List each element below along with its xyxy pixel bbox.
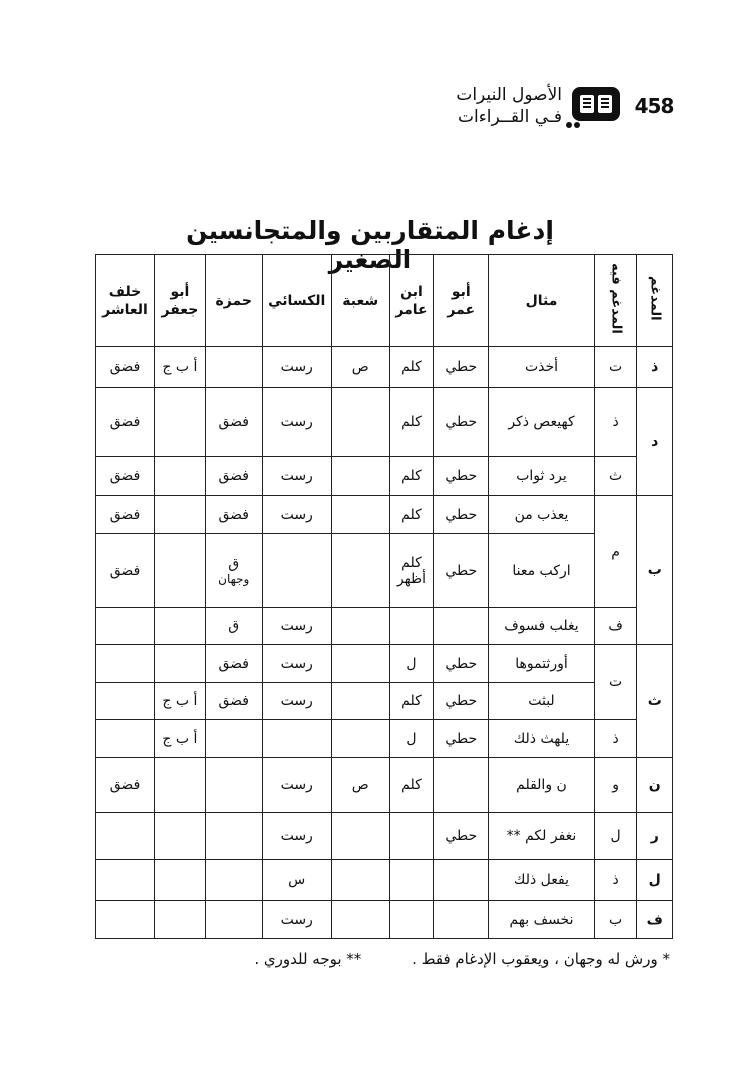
book-logo-icon [566, 84, 626, 130]
cell-letter: ل [637, 860, 673, 901]
cell-khalaf [96, 813, 155, 860]
cell-letter: ذ [637, 347, 673, 388]
cell-abu-amr [434, 758, 489, 813]
cell-khalaf: فضق [96, 347, 155, 388]
cell-abu-jafar [155, 388, 206, 457]
cell-hamza [205, 813, 262, 860]
cell-example: نخسف بهم [489, 901, 595, 939]
cell-letter: ب [637, 496, 673, 645]
page-number: 458 [634, 94, 674, 118]
cell-kisai: رست [262, 758, 331, 813]
cell-ibn-amir-line1: كلم [401, 554, 422, 571]
cell-abu-amr [434, 901, 489, 939]
cell-abu-amr: حطي [434, 347, 489, 388]
example-text: نغفر لكم [525, 828, 577, 844]
cell-shuba [331, 534, 389, 608]
book-title [420, 84, 562, 128]
cell-abu-amr [434, 608, 489, 645]
table-row [96, 496, 673, 534]
col-header: المدغم [637, 255, 673, 347]
cell-shuba: ص [331, 758, 389, 813]
cell-abu-jafar: أ ب ج [155, 720, 206, 758]
cell-into: ت [594, 645, 637, 720]
cell-example: أورثتموها [489, 645, 595, 683]
cell-hamza: ق [205, 608, 262, 645]
cell-abu-amr: حطي [434, 813, 489, 860]
cell-hamza [205, 347, 262, 388]
cell-kisai [262, 720, 331, 758]
cell-shuba [331, 496, 389, 534]
cell-ibn-amir-line2: أظهر [396, 570, 427, 587]
table-row [96, 683, 673, 720]
cell-example: اركب معنا [489, 534, 595, 608]
cell-example [489, 813, 595, 860]
cell-khalaf [96, 860, 155, 901]
table-row [96, 720, 673, 758]
cell-khalaf [96, 720, 155, 758]
idgham-table [95, 254, 673, 939]
table-row [96, 860, 673, 901]
cell-hamza [205, 860, 262, 901]
cell-khalaf [96, 901, 155, 939]
cell-ibn-amir: كلم [389, 457, 434, 496]
cell-example: أخذت [489, 347, 595, 388]
col-header: أبو جعفر [155, 255, 206, 347]
cell-shuba [331, 608, 389, 645]
cell-ibn-amir: ل [389, 720, 434, 758]
cell-shuba [331, 860, 389, 901]
book-title-line1: الأصول النيرات [456, 85, 562, 105]
cell-hamza: فضق [205, 496, 262, 534]
col-header: أبو عمر [434, 255, 489, 347]
table-row [96, 388, 673, 457]
footnote-2: ** بوجه للدوري . [254, 950, 362, 968]
table-row [96, 901, 673, 939]
cell-hamza: فضق [205, 645, 262, 683]
cell-ibn-amir: ل [389, 645, 434, 683]
table-row [96, 758, 673, 813]
cell-example: يلهث ذلك [489, 720, 595, 758]
col-header: المدغم فيه [594, 255, 637, 347]
cell-kisai: رست [262, 683, 331, 720]
col-header: حمزة [205, 255, 262, 347]
col-header: مثال [489, 255, 595, 347]
cell-into: ذ [594, 720, 637, 758]
cell-hamza-line2: وجهان [218, 571, 250, 586]
cell-hamza: فضق [205, 457, 262, 496]
col-header: شعبة [331, 255, 389, 347]
table-row [96, 813, 673, 860]
cell-kisai: رست [262, 457, 331, 496]
table-row [96, 347, 673, 388]
cell-example: لبثت [489, 683, 595, 720]
cell-abu-jafar [155, 901, 206, 939]
cell-abu-amr: حطي [434, 645, 489, 683]
cell-abu-amr: حطي [434, 388, 489, 457]
cell-ibn-amir: كلم [389, 758, 434, 813]
cell-letter: ث [637, 645, 673, 758]
cell-shuba [331, 457, 389, 496]
cell-abu-amr: حطي [434, 683, 489, 720]
cell-abu-jafar [155, 608, 206, 645]
book-title-line2: فـي القــراءات [458, 107, 562, 127]
header-row [96, 255, 673, 347]
cell-ibn-amir [389, 813, 434, 860]
cell-hamza [205, 901, 262, 939]
cell-into: م [594, 496, 637, 608]
cell-shuba [331, 645, 389, 683]
cell-kisai: س [262, 860, 331, 901]
cell-into: و [594, 758, 637, 813]
cell-abu-amr [434, 860, 489, 901]
cell-shuba [331, 813, 389, 860]
cell-ibn-amir [389, 901, 434, 939]
cell-shuba [331, 388, 389, 457]
cell-abu-jafar: أ ب ج [155, 347, 206, 388]
footnote-mark: ** [506, 828, 521, 844]
cell-abu-jafar [155, 758, 206, 813]
footnote-1: * ورش له وجهان ، ويعقوب الإدغام فقط . [412, 950, 670, 968]
cell-letter: ن [637, 758, 673, 813]
cell-ibn-amir: كلم [389, 683, 434, 720]
cell-into: ت [594, 347, 637, 388]
cell-hamza: فضق [205, 683, 262, 720]
cell-abu-jafar [155, 860, 206, 901]
cell-ibn-amir [389, 608, 434, 645]
cell-hamza-line1: ق [228, 555, 240, 572]
table-row [96, 457, 673, 496]
table-row [96, 645, 673, 683]
cell-khalaf: فضق [96, 758, 155, 813]
cell-khalaf: فضق [96, 457, 155, 496]
cell-into: ل [594, 813, 637, 860]
cell-ibn-amir: كلم [389, 496, 434, 534]
cell-kisai: رست [262, 388, 331, 457]
cell-kisai: رست [262, 608, 331, 645]
cell-example: يرد ثواب [489, 457, 595, 496]
cell-khalaf: فضق [96, 534, 155, 608]
cell-hamza [205, 758, 262, 813]
cell-shuba [331, 720, 389, 758]
cell-example: يفعل ذلك [489, 860, 595, 901]
cell-khalaf [96, 645, 155, 683]
cell-abu-amr: حطي [434, 496, 489, 534]
cell-letter: ر [637, 813, 673, 860]
cell-khalaf [96, 608, 155, 645]
cell-into: ث [594, 457, 637, 496]
footnotes [150, 950, 670, 968]
cell-ibn-amir: كلم [389, 388, 434, 457]
cell-abu-amr: حطي [434, 534, 489, 608]
cell-example: يعذب من [489, 496, 595, 534]
cell-abu-jafar [155, 457, 206, 496]
cell-ibn-amir [389, 860, 434, 901]
table-row [96, 534, 673, 608]
cell-into: ذ [594, 388, 637, 457]
section-title: إدغام المتقاربين والمتجانسين الصغير [186, 216, 554, 274]
col-header: الكسائي [262, 255, 331, 347]
cell-kisai: رست [262, 813, 331, 860]
cell-example: يغلب فسوف [489, 608, 595, 645]
cell-ibn-amir: كلم [389, 347, 434, 388]
cell-into: ب [594, 901, 637, 939]
table-row [96, 608, 673, 645]
cell-kisai: رست [262, 901, 331, 939]
cell-hamza [205, 534, 262, 608]
cell-khalaf: فضق [96, 496, 155, 534]
cell-kisai [262, 534, 331, 608]
cell-shuba: ص [331, 347, 389, 388]
cell-abu-amr: حطي [434, 720, 489, 758]
cell-kisai: رست [262, 347, 331, 388]
cell-shuba [331, 683, 389, 720]
cell-into: ف [594, 608, 637, 645]
cell-letter: د [637, 388, 673, 496]
cell-into: ذ [594, 860, 637, 901]
cell-abu-amr: حطي [434, 457, 489, 496]
cell-kisai: رست [262, 496, 331, 534]
col-header: ابن عامر [389, 255, 434, 347]
cell-example: كهيعص ذكر [489, 388, 595, 457]
cell-hamza: فضق [205, 388, 262, 457]
cell-example: ن والقلم [489, 758, 595, 813]
cell-letter: ف [637, 901, 673, 939]
cell-abu-jafar [155, 496, 206, 534]
cell-kisai: رست [262, 645, 331, 683]
cell-khalaf [96, 683, 155, 720]
cell-ibn-amir [389, 534, 434, 608]
cell-abu-jafar [155, 534, 206, 608]
cell-abu-jafar [155, 813, 206, 860]
cell-abu-jafar [155, 645, 206, 683]
cell-shuba [331, 901, 389, 939]
col-header: خلف العاشر [96, 255, 155, 347]
cell-hamza [205, 720, 262, 758]
cell-abu-jafar: أ ب ج [155, 683, 206, 720]
cell-khalaf: فضق [96, 388, 155, 457]
